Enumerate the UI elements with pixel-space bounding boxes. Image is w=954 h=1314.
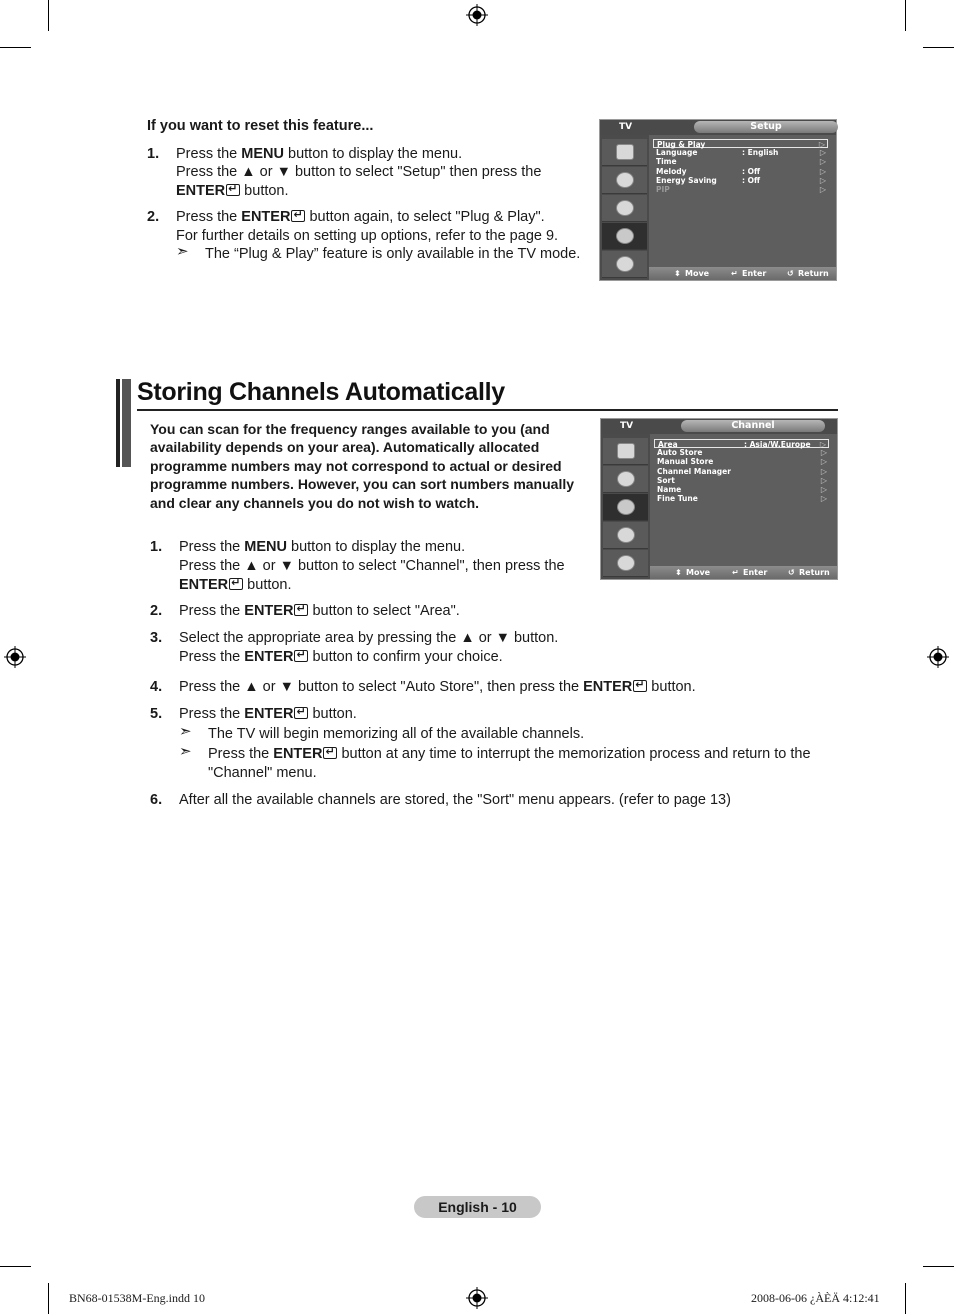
osd-title: Setup [694,121,838,133]
step-text: Press the [176,209,242,225]
osd-item: Auto Store ▷ [657,448,827,458]
osd-item: Fine Tune ▷ [657,494,827,504]
steps-upper [150,538,595,675]
enter-keyword: ENTER [244,603,294,620]
crop-mark [923,1266,954,1267]
channel-menu-icon [603,494,648,521]
step-text: Press the [179,705,245,722]
note-text: The TV will begin memorizing all of the available channels. [208,725,585,742]
step-1 [150,538,595,594]
step-text: Press the [179,539,245,555]
enter-keyword: ENTER [244,705,294,722]
print-slug-right: 2008-06-06 ¿ÀÈÄ 4:12:41 [751,1291,880,1305]
crop-mark [0,1266,31,1267]
registration-mark-icon [466,1287,488,1309]
enter-keyword: ENTER [176,182,226,199]
crop-mark [905,1283,906,1314]
input-menu-icon [603,550,648,577]
setup-menu-icon [603,522,648,549]
step-text: For further details on setting up options, refer to the page 9. [176,227,559,244]
footer-move: Move [686,568,711,577]
step-number: 2. [147,209,160,225]
reset-step-2 [147,208,592,264]
enter-icon [294,707,308,719]
osd-item: Energy Saving : Off ▷ [656,175,826,185]
enter-keyword: ENTER [244,648,294,665]
channel-menu-screenshot [600,418,838,580]
osd-item: Name ▷ [657,484,827,494]
footer-enter: Enter [743,568,768,577]
note-arrow-icon: ➣ [179,722,192,740]
osd-footer [649,267,836,280]
intro-text: You can scan for the frequency ranges available to you (and availability depends on your area). Automatically allocated programme numbers may not correspond to actual or desired programme numbers. However, you can sort numbers manually and clear any channels you do not wish to watch. [150,421,575,511]
setup-menu-icon [602,223,647,250]
step-text: After all the available channels are stored, the "Sort" menu appears. (refer to page 13) [179,791,731,808]
section-title: Storing Channels Automatically [137,378,505,406]
osd-footer [650,566,837,579]
move-icon: ⬍ [674,269,681,278]
osd-sidebar [601,434,650,579]
step-2 [150,602,595,621]
crop-mark [48,1283,49,1314]
step-number: 1. [147,145,160,162]
osd-item: Plug & Play ▷ [653,139,828,148]
enter-icon [229,578,243,590]
note-arrow-icon: ➣ [179,743,192,761]
picture-menu-icon [603,438,648,465]
enter-icon [291,210,305,222]
step-number: 6. [150,791,163,808]
footer-enter: Enter [742,269,767,278]
osd-item: Melody : Off ▷ [656,166,826,176]
step-text: button. [647,679,696,695]
step-text: button to confirm your choice. [308,648,503,665]
enter-icon: ↵ [731,269,738,278]
step-text: Select the appropriate area by pressing the ▲ or ▼ button. [179,630,559,647]
setup-menu-screenshot [599,119,837,281]
step-5-note-2 [179,745,840,783]
osd-list [654,439,829,503]
return-icon: ↺ [787,269,794,278]
note-text: button at any time to interrupt the memorization process and return to the "Channel" menu. [208,746,811,782]
steps-lower [150,678,840,818]
sound-menu-icon [602,167,647,194]
step-text: button. [243,576,292,593]
enter-icon [226,184,240,196]
osd-item: Channel Manager ▷ [657,466,827,476]
osd-sidebar [600,135,649,280]
step-5-note-1 [179,722,840,744]
enter-icon: ↵ [732,568,739,577]
step-4 [150,678,840,697]
enter-icon [294,604,308,616]
step-text: button to display the menu. [283,145,463,162]
step-number: 2. [150,603,163,620]
enter-keyword: ENTER [179,576,229,593]
crop-mark [48,0,49,31]
reset-note [147,245,592,264]
step-text: button again, to select "Plug & Play". [305,209,545,225]
step-number: 3. [150,630,163,647]
heading-accent-bar [116,379,132,467]
step-text: Press the [176,145,242,162]
step-text: Press the ▲ or ▼ button to select "Channel", then press the [179,557,565,574]
step-text: button to select "Area". [308,603,460,620]
note-arrow-icon: ➣ [176,243,189,260]
step-5 [150,705,840,783]
print-slug-left: BN68-01538M-Eng.indd 10 [69,1291,205,1305]
registration-mark-icon [927,646,949,668]
step-text: button to display the menu. [286,539,466,555]
enter-keyword: ENTER [273,746,323,763]
step-3 [150,629,595,667]
step-text: button. [240,182,289,199]
step-6 [150,791,840,810]
step-text: Press the [179,603,245,620]
picture-menu-icon [602,139,647,166]
sound-menu-icon [603,466,648,493]
return-icon: ↺ [788,568,795,577]
reset-step-1 [147,145,592,201]
reset-heading: If you want to reset this feature... [147,118,374,134]
osd-item: Area : Asia/W.Europe ▷ [654,439,829,448]
step-text: Press the ▲ or ▼ button to select "Setup" then press the [176,164,542,180]
enter-icon [294,650,308,662]
osd-item: Language : English ▷ [656,148,826,158]
footer-return: Return [799,568,830,577]
step-text: button. [308,705,357,722]
channel-menu-icon [602,195,647,222]
crop-mark [923,47,954,48]
osd-item: Sort ▷ [657,475,827,485]
menu-keyword: MENU [241,145,284,162]
step-number: 5. [150,705,163,722]
registration-mark-icon [466,4,488,26]
osd-title: Channel [681,420,825,432]
osd-item: Manual Store ▷ [657,457,827,467]
step-text: Press the ▲ or ▼ button to select "Auto Store", then press the [179,679,584,695]
page-number-badge: English - 10 [414,1196,541,1218]
osd-tv-label: TV [620,421,634,431]
enter-icon [633,680,647,692]
input-menu-icon [602,251,647,278]
footer-move: Move [685,269,710,278]
step-text: Press the [179,648,245,665]
enter-keyword: ENTER [241,209,291,225]
crop-mark [0,47,31,48]
step-number: 1. [150,539,163,555]
registration-mark-icon [4,646,26,668]
menu-keyword: MENU [244,539,287,555]
title-rule [137,409,838,411]
footer-return: Return [798,269,829,278]
osd-tv-label: TV [619,122,633,132]
enter-keyword: ENTER [583,679,633,695]
step-number: 4. [150,679,163,695]
note-text: Press the [208,746,274,763]
crop-mark [905,0,906,31]
osd-list [653,139,828,194]
osd-item: PIP ▷ [656,184,826,194]
note-text: The “Plug & Play” feature is only available in the TV mode. [205,246,581,262]
move-icon: ⬍ [675,568,682,577]
enter-icon [323,747,337,759]
reset-section [147,117,592,264]
osd-item: Time ▷ [656,157,826,167]
